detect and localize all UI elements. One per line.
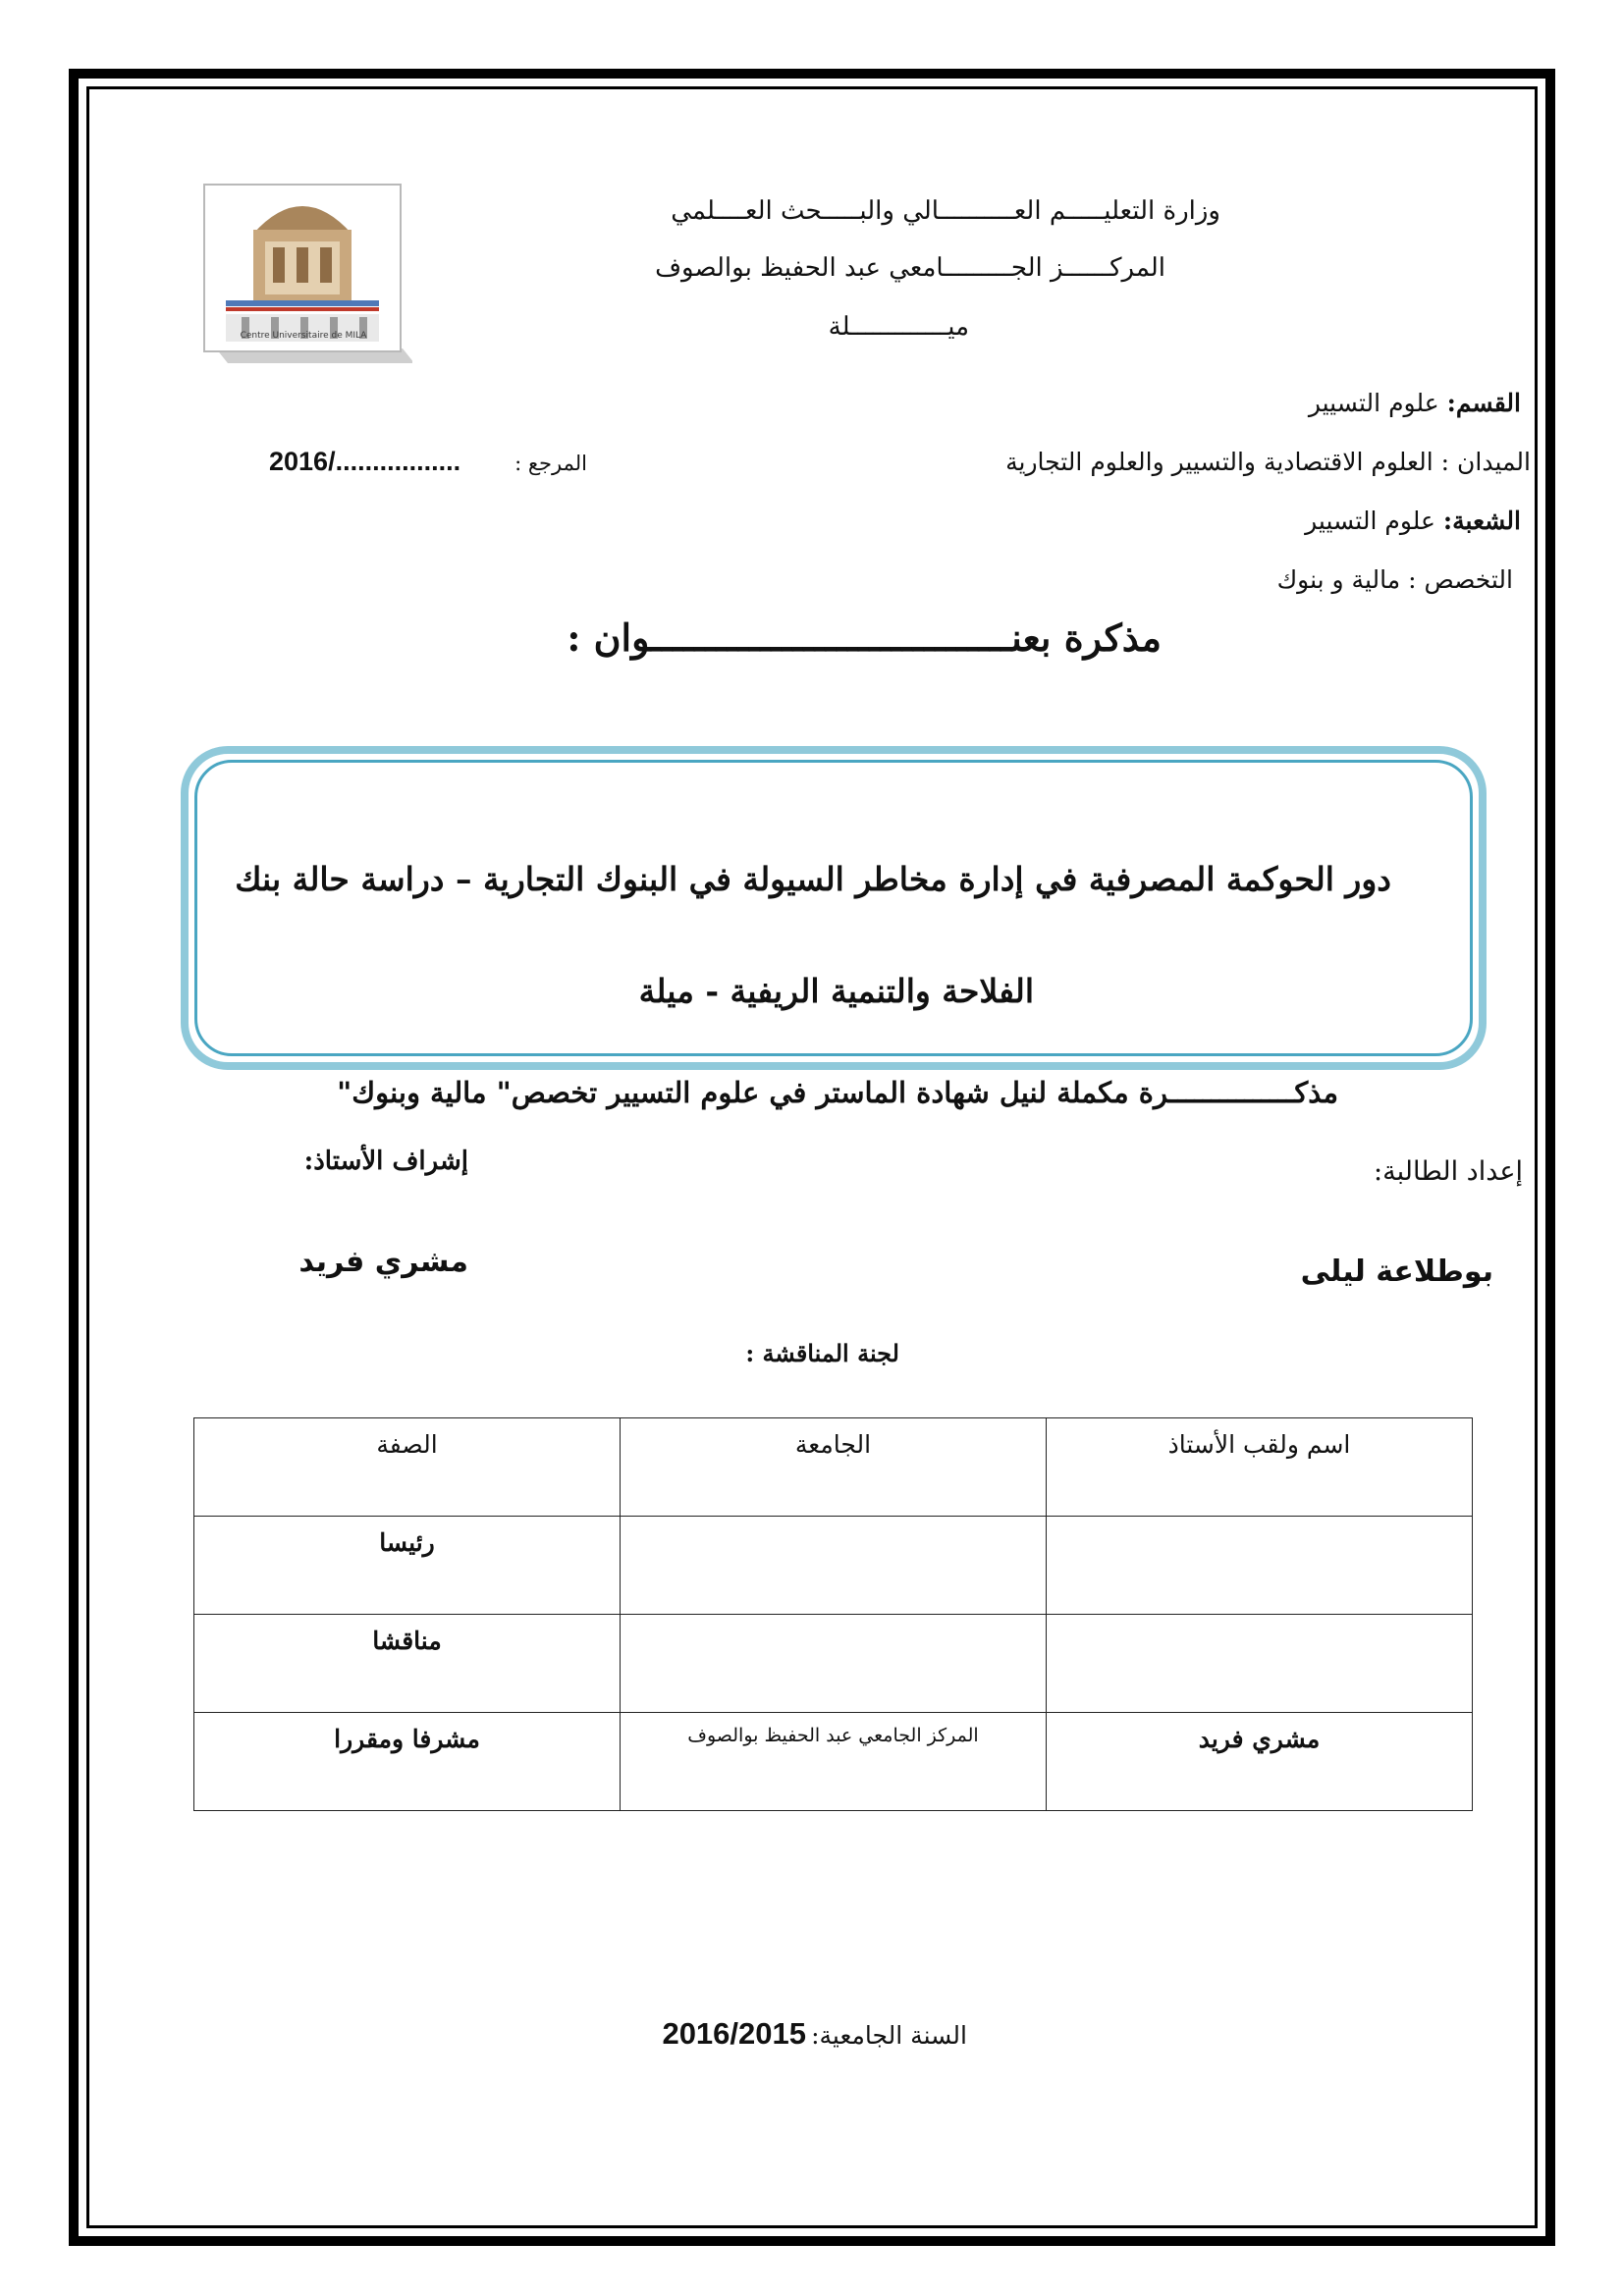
- thesis-title-line1: دور الحوكمة المصرفية في إدارة مخاطر السيولة في البنوك التجارية – دراسة حالة بنك: [235, 860, 1391, 898]
- field-label: الميدان :: [1440, 448, 1531, 476]
- reference-label: المرجع :: [514, 452, 587, 475]
- department-line: [1309, 389, 1521, 417]
- table-header-cell: اسم ولقب الأستاذ: [1047, 1418, 1473, 1517]
- table-header-cell: الجامعة: [621, 1418, 1047, 1517]
- table-row: [194, 1615, 1473, 1713]
- department-label: القسم:: [1446, 389, 1521, 417]
- specialty-value: مالية و بنوك: [1276, 565, 1401, 594]
- table-cell: مشرفا ومقررا: [194, 1713, 621, 1811]
- specialty-line: [1277, 565, 1513, 594]
- specialty-label: التخصص :: [1408, 565, 1513, 594]
- degree-note: مذكـــــــــــــــرة مكملة لنيل شهادة الماستر في علوم التسيير تخصص" مالية وبنوك": [337, 1076, 1338, 1109]
- memo-heading: مذكرة بعنـــــــــــــــــــــــــــــــــوان :: [567, 615, 1162, 660]
- table-row: [194, 1713, 1473, 1811]
- branch-line: [1305, 507, 1521, 535]
- table-header-row: [194, 1418, 1473, 1517]
- department-value: علوم التسيير: [1308, 389, 1439, 417]
- student-name: بوطلاعة ليلى: [1300, 1255, 1493, 1289]
- table-cell: المركز الجامعي عبد الحفيظ بوالصوف: [621, 1713, 1047, 1811]
- branch-label: الشعبة:: [1442, 507, 1521, 535]
- table-cell: مناقشا: [194, 1615, 621, 1713]
- field-value: العلوم الاقتصادية والتسيير والعلوم التجارية: [1005, 448, 1434, 476]
- committee-label: لجنة المناقشة :: [745, 1339, 899, 1367]
- branch-value: علوم التسيير: [1305, 507, 1435, 535]
- building-emblem: [196, 177, 412, 373]
- ministry-name: وزارة التعليـــــم العــــــــــالي والبـــــحث العــــلمي: [671, 196, 1220, 226]
- university-logo: [196, 177, 412, 373]
- reference-value: 2016/.................: [269, 447, 461, 476]
- table-cell: [1047, 1615, 1473, 1713]
- table-row: [194, 1517, 1473, 1615]
- title-box-inner: [194, 760, 1473, 1056]
- table-header-cell: الصفة: [194, 1418, 621, 1517]
- supervisor-name: مشري فريد: [298, 1245, 468, 1279]
- academic-year-label: السنة الجامعية:: [811, 2021, 967, 2050]
- table-cell: [1047, 1517, 1473, 1615]
- committee-table: [193, 1417, 1473, 1811]
- table-cell: رئيسا: [194, 1517, 621, 1615]
- student-label: إعداد الطالبة:: [1374, 1156, 1523, 1187]
- university-center-name: المركــــــز الجـــــــــامعي عبد الحفيظ بوالصوف: [655, 253, 1165, 283]
- table-cell: [621, 1615, 1047, 1713]
- logo-caption: Centre Universitaire de MILA: [240, 331, 367, 341]
- table-cell: [621, 1517, 1047, 1615]
- supervisor-label: إشراف الأستاذ:: [303, 1147, 468, 1176]
- thesis-title-line2: الفلاحة والتنمية الريفية - ميلة: [638, 972, 1034, 1010]
- academic-year-line: [662, 2016, 967, 2052]
- field-line: [1005, 448, 1531, 476]
- table-cell: مشري فريد: [1047, 1713, 1473, 1811]
- city-name: ميـــــــــــــلة: [828, 312, 969, 342]
- academic-year-value: 2016/2015: [662, 2016, 806, 2051]
